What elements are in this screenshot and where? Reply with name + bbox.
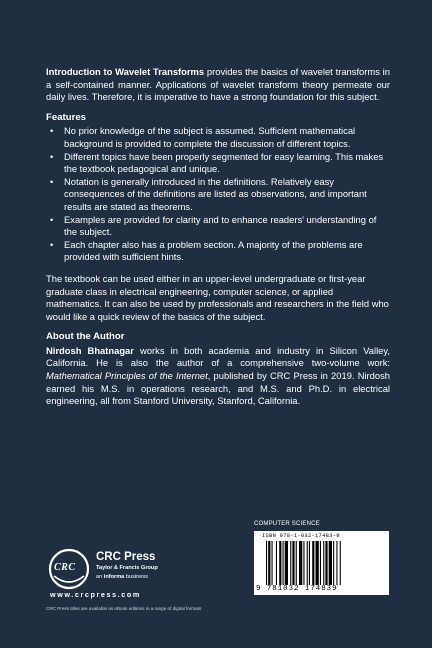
barcode-bar: [312, 541, 314, 585]
barcode-bar: [266, 541, 267, 585]
author-bio-part2: , published by CRC Press in 2019. Nirdosh earned his M.S. in operations research, and M.S. and Ph.D. in electrical engineering, all from Stanford University, Stanford, California.: [46, 370, 391, 407]
intro-text: provides the basics of wavelet transforms in a self-contained manner. Applications of wavelet transform theory permeate our daily lives. Therefore, it is imperative to have a strong foundation for this subject.: [46, 66, 390, 103]
features-list: [46, 125, 390, 264]
tagline-post: business: [124, 574, 148, 580]
barcode-bar: [299, 541, 302, 585]
feature-item: • Notation is generally introduced in the definitions. Relatively easy consequences of the definitions are listed as observations, and important results are stated as theorems.: [46, 176, 390, 214]
tagline-brand: informa: [103, 574, 125, 580]
barcode-bar: [283, 541, 284, 585]
blurb-text: [46, 66, 390, 408]
barcode-bar: [303, 541, 304, 585]
barcode-bar: [309, 541, 310, 585]
intro-paragraph: [46, 66, 390, 104]
barcode-bar: [292, 541, 294, 585]
subject-category: COMPUTER SCIENCE: [254, 521, 320, 527]
publisher-group: Taylor & Francis Group: [96, 565, 158, 571]
barcode-bar: [290, 541, 291, 585]
ebook-footnote: CRC Press titles are available as eBook editions in a range of digital formats: [46, 606, 202, 611]
barcode-bar: [336, 541, 337, 585]
feature-item: • Each chapter also has a problem section. A majority of the problems are provided with sufficient hints.: [46, 239, 390, 264]
barcode-number: 9 781032 174839: [256, 585, 338, 593]
barcode-bar: [307, 541, 308, 585]
barcode-bar: [323, 541, 324, 585]
usage-paragraph: The textbook can be used either in an upper-level undergraduate or first-year graduate class in electrical engineering, computer science, or applied mathematics. It can also be used by professionals and researchers in the field who would like a quick review of the basics of the subject.: [46, 272, 389, 322]
barcode-bar: [279, 541, 281, 585]
author-bio: [46, 345, 390, 408]
barcode-bar: [296, 541, 297, 585]
feature-item: • No prior knowledge of the subject is assumed. Sufficient mathematical background is provided to complete the discussion of different topics.: [46, 125, 390, 150]
tagline-pre: an: [96, 574, 104, 580]
barcode-bar: [268, 541, 270, 585]
isbn-barcode: [254, 531, 389, 595]
barcode-bar: [316, 541, 319, 585]
feature-item: • Examples are provided for clarity and to enhance readers' understanding of the subject.: [46, 214, 390, 239]
author-heading: About the Author: [46, 331, 125, 343]
barcode-bars: [266, 541, 378, 585]
barcode-bar: [320, 541, 321, 585]
barcode-bar: [340, 541, 341, 585]
publisher-name: CRC Press: [96, 551, 156, 563]
barcode-bar: [333, 541, 334, 585]
feature-item: • Different topics have been properly segmented for easy learning. This makes the textbook pedagogical and unique.: [46, 151, 390, 176]
publisher-tagline: [96, 574, 148, 580]
features-heading: Features: [46, 111, 86, 123]
publisher-website: www.crcpress.com: [50, 590, 141, 599]
author-bio-part1: works in both academia and industry in Silicon Valley, California. He is also the author of a comprehensive two-volume work:: [46, 344, 390, 369]
book-title: Introduction to Wavelet Transforms: [46, 66, 205, 77]
related-book-title: Mathematical Principles of the Internet: [46, 370, 208, 382]
barcode-area: [254, 521, 394, 595]
barcode-bar: [285, 541, 288, 585]
isbn-label: ISBN 978-1-032-17483-9: [262, 533, 340, 539]
barcode-bar: [272, 541, 273, 585]
author-name: Nirdosh Bhatnagar: [46, 344, 134, 356]
crc-logo-text: CRC: [54, 562, 76, 573]
barcode-bar: [325, 541, 327, 585]
barcode-bar: [276, 541, 277, 585]
barcode-bar: [329, 541, 332, 585]
